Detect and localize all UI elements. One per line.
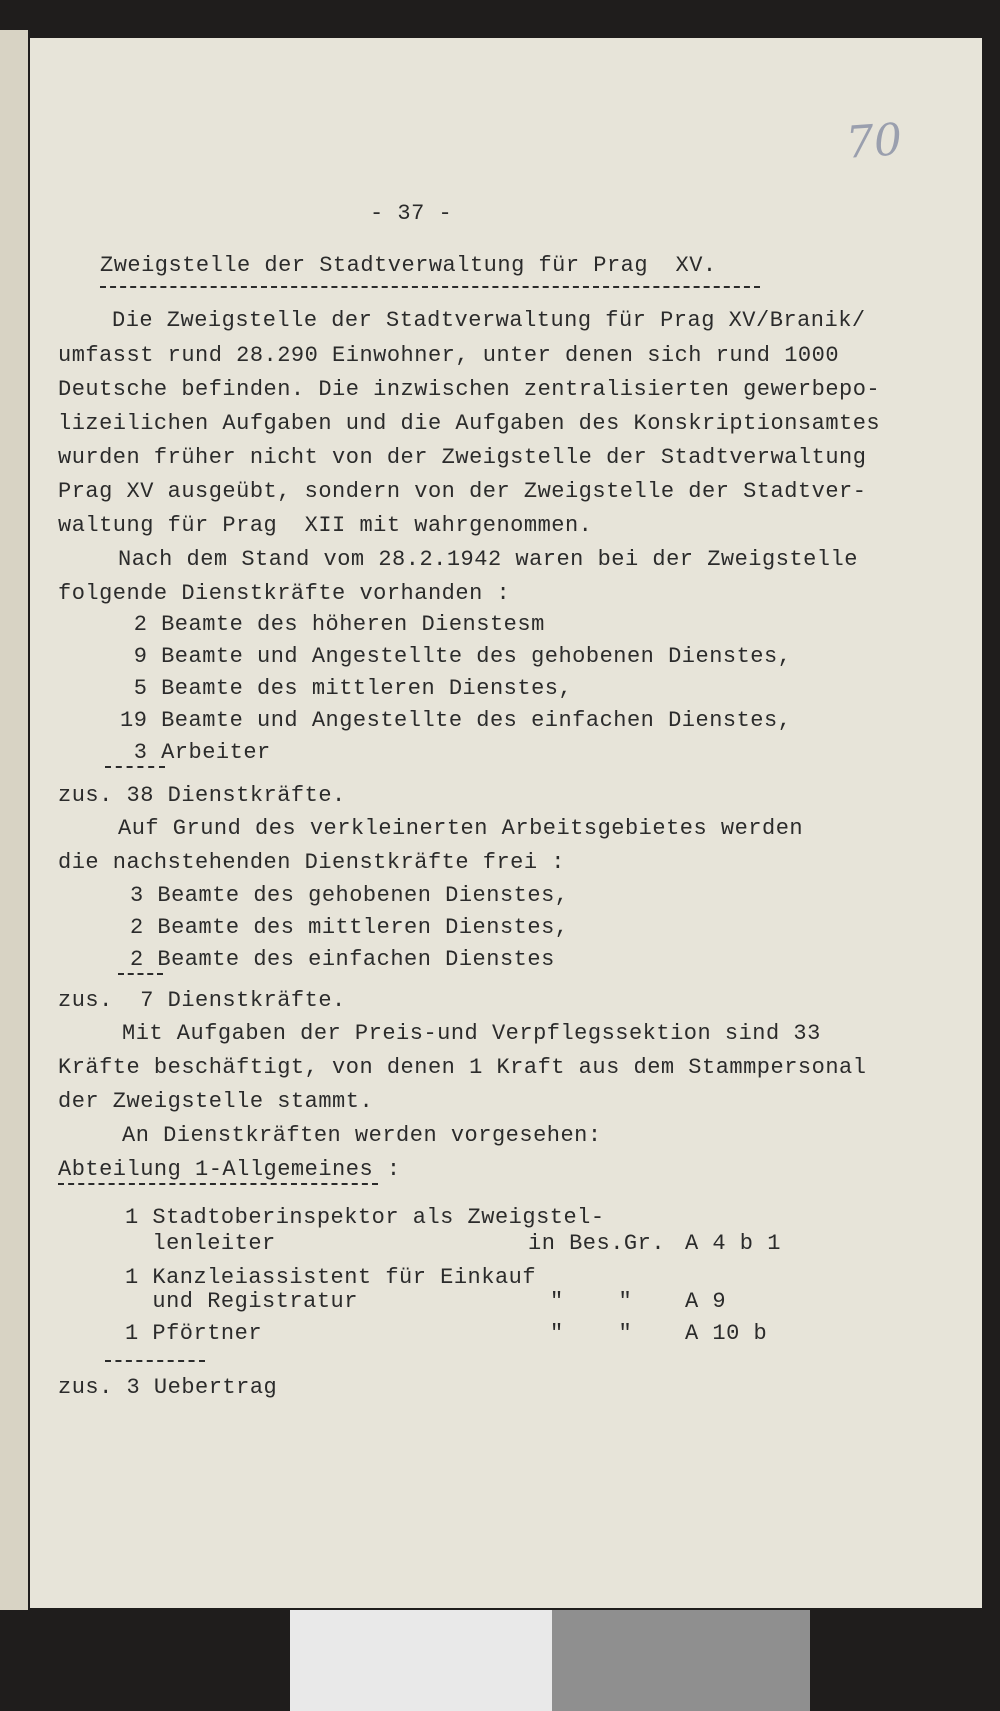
- page-number: - 37 -: [370, 201, 453, 226]
- sum-rule: [118, 973, 163, 975]
- paragraph-line: An Dienstkräften werden vorgesehen:: [122, 1123, 602, 1148]
- heading-underline: [100, 286, 760, 288]
- paragraph-line: Auf Grund des verkleinerten Arbeitsgebietes werden: [118, 816, 804, 841]
- staff-list-item: 2 Beamte des höheren Dienstesm: [120, 612, 545, 637]
- staff-list-item: 9 Beamte und Angestellte des gehobenen Dienstes,: [120, 644, 792, 669]
- sum-rule: [105, 766, 165, 768]
- department-heading-underline: [58, 1183, 378, 1185]
- paragraph-line: Prag XV ausgeübt, sondern von der Zweigstelle der Stadtver-: [58, 479, 867, 504]
- position-title: 1 Kanzleiassistent für Einkauf: [125, 1265, 537, 1290]
- position-title-cont: und Registratur: [125, 1289, 358, 1314]
- staff-list-item: 3 Arbeiter: [120, 740, 271, 765]
- carry-over: zus. 3 Uebertrag: [58, 1375, 278, 1400]
- freed-list-item: 3 Beamte des gehobenen Dienstes,: [130, 883, 569, 908]
- paragraph-line: Mit Aufgaben der Preis-und Verpflegssektion sind 33: [122, 1021, 821, 1046]
- position-group: " ": [550, 1289, 633, 1314]
- staff-list-item: 19 Beamte und Angestellte des einfachen Dienstes,: [120, 708, 792, 733]
- position-grade: A 10 b: [685, 1321, 768, 1346]
- paragraph-line: der Zweigstelle stammt.: [58, 1089, 374, 1114]
- freed-list-item: 2 Beamte des einfachen Dienstes: [130, 947, 555, 972]
- freed-list-item: 2 Beamte des mittleren Dienstes,: [130, 915, 569, 940]
- book-left-edge: [0, 30, 28, 1610]
- position-title: 1 Pförtner: [125, 1321, 263, 1346]
- background-strip-light: [290, 1610, 552, 1711]
- sum-rule: [105, 1360, 205, 1362]
- department-heading: Abteilung 1-Allgemeines :: [58, 1157, 401, 1182]
- position-group: in Bes.Gr.: [528, 1231, 666, 1256]
- paragraph-line: die nachstehenden Dienstkräfte frei :: [58, 850, 565, 875]
- paragraph-line: Deutsche befinden. Die inzwischen zentralisierten gewerbepo-: [58, 377, 881, 402]
- position-grade: A 4 b 1: [685, 1231, 781, 1256]
- paragraph-line: folgende Dienstkräfte vorhanden :: [58, 581, 511, 606]
- paragraph-line: waltung für Prag XII mit wahrgenommen.: [58, 513, 593, 538]
- position-title-cont: lenleiter: [125, 1231, 276, 1256]
- paragraph-line: umfasst rund 28.290 Einwohner, unter denen sich rund 1000: [58, 343, 840, 368]
- page-heading: Zweigstelle der Stadtverwaltung für Prag XV.: [100, 253, 717, 278]
- paragraph-line: Die Zweigstelle der Stadtverwaltung für Prag XV/Branik/: [112, 308, 866, 333]
- paragraph-line: wurden früher nicht von der Zweigstelle der Stadtverwaltung: [58, 445, 867, 470]
- document-page: [30, 38, 982, 1608]
- staff-list-item: 5 Beamte des mittleren Dienstes,: [120, 676, 573, 701]
- freed-total: zus. 7 Dienstkräfte.: [58, 988, 346, 1013]
- paragraph-line: Nach dem Stand vom 28.2.1942 waren bei der Zweigstelle: [118, 547, 858, 572]
- handwritten-folio-number: 70: [844, 114, 904, 169]
- background-strip-gray: [552, 1610, 810, 1711]
- paragraph-line: lizeilichen Aufgaben und die Aufgaben des Konskriptionsamtes: [58, 411, 881, 436]
- paragraph-line: Kräfte beschäftigt, von denen 1 Kraft aus dem Stammpersonal: [58, 1055, 867, 1080]
- staff-total: zus. 38 Dienstkräfte.: [58, 783, 346, 808]
- position-group: " ": [550, 1321, 633, 1346]
- position-grade: A 9: [685, 1289, 727, 1314]
- position-title: 1 Stadtoberinspektor als Zweigstel-: [125, 1205, 605, 1230]
